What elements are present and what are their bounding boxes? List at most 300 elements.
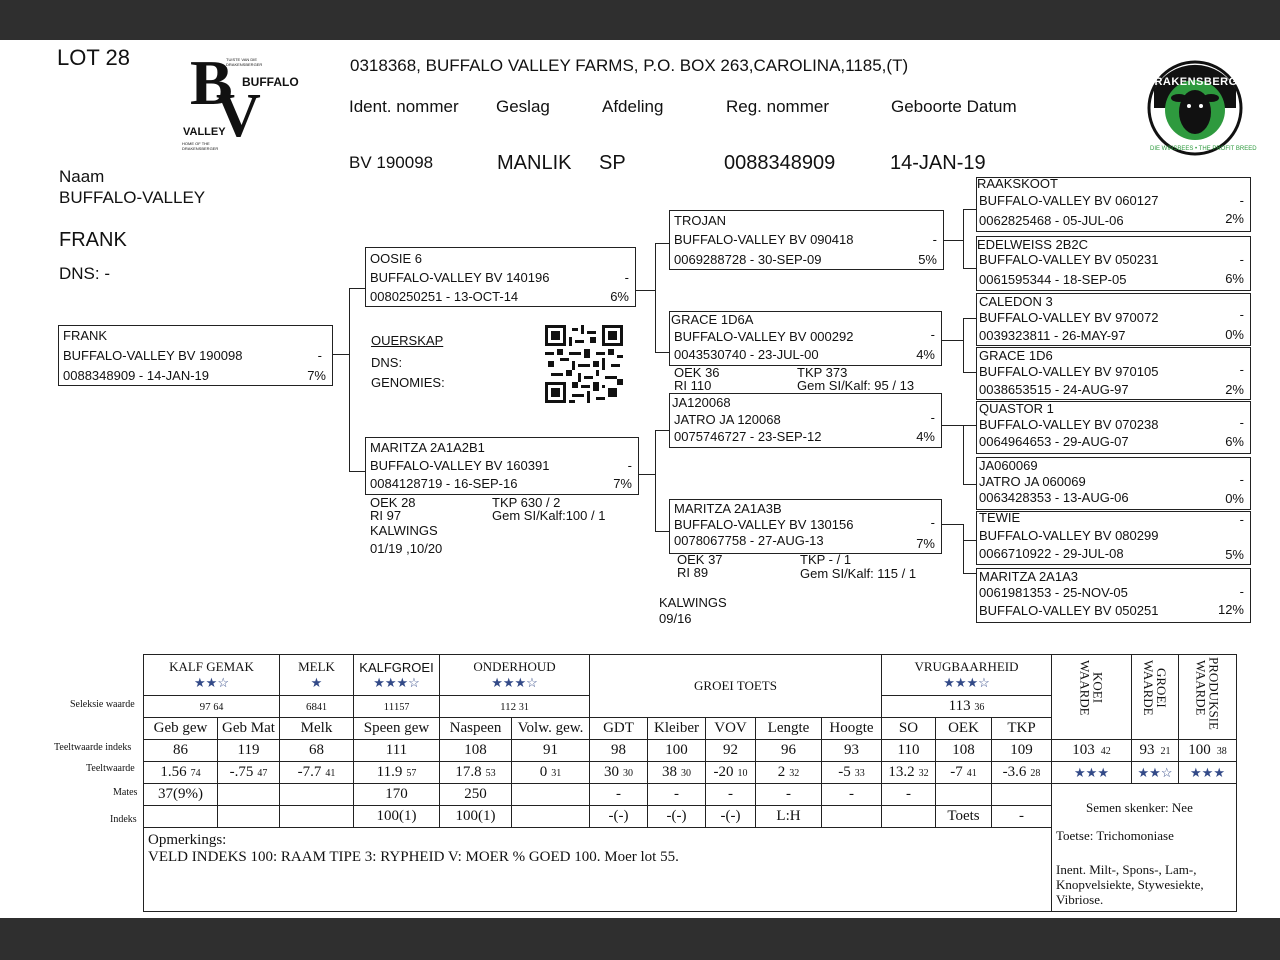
great-grandparent-reg: 0064964653 - 29-AUG-07 [979, 434, 1129, 449]
group-onderhoud [440, 655, 590, 696]
connector-line [349, 288, 365, 289]
great-grandparent-box [976, 293, 1251, 346]
great-grandparent-pct: 2% [1225, 211, 1244, 226]
group-kalfgroei [354, 655, 440, 696]
sire-reg: 0080250251 - 13-OCT-14 [370, 289, 519, 304]
column-header: Volw. gew. [512, 718, 590, 740]
waarde-stars: ★★☆ [1132, 762, 1179, 784]
connector-line [349, 288, 350, 472]
tw-main: 1.56 [160, 764, 187, 780]
great-grandparent-id: 0061981353 - 25-NOV-05 [979, 585, 1128, 600]
drakensberger-tagline: DIE WINSBEES • THE PROFIT BREED [1150, 146, 1257, 152]
owner-address: 0318368, BUFFALO VALLEY FARMS, P.O. BOX 263,CAROLINA,1185,(T) [350, 56, 909, 75]
connector-line [963, 209, 976, 210]
great-grandparent-id: BUFFALO-VALLEY BV 060127 [979, 193, 1159, 208]
mates-value: - [822, 784, 882, 806]
group-kalf-gemak [144, 655, 280, 696]
sel-sub: 41 [317, 701, 327, 713]
ti-value: 111 [354, 740, 440, 762]
tw-main: -20 [713, 764, 734, 780]
tw-sub: 74 [190, 768, 201, 779]
sire-box [365, 247, 636, 307]
great-grandparent-pct: 2% [1225, 382, 1244, 397]
indeks-value: L:H [756, 806, 822, 828]
tw-value [992, 762, 1052, 784]
connector-line [636, 290, 656, 291]
connector-line [655, 430, 669, 431]
waarde-stars: ★★★ [1052, 762, 1132, 784]
waarde-index-sub: 21 [1160, 746, 1171, 757]
column-header: Naspeen [440, 718, 512, 740]
koei-waarde-label: KOEI WAARDE [1077, 660, 1106, 716]
connector-line [655, 352, 669, 353]
great-grandparent-name: TEWIE [979, 510, 1021, 525]
connector-line [655, 243, 656, 353]
indeks-value: 100(1) [440, 806, 512, 828]
great-grandparent-name: GRACE 1D6 [979, 348, 1053, 363]
buffalo-valley-logo [180, 47, 310, 160]
great-grandparent-id: JATRO JA 060069 [979, 474, 1086, 489]
sel-value: 111 [383, 700, 400, 713]
reg-label: Reg. nommer [726, 97, 829, 116]
great-grandparent-reg: 0038653515 - 24-AUG-97 [979, 382, 1129, 397]
lot-number: LOT 28 [57, 45, 130, 70]
sel-onderhoud [440, 696, 590, 718]
great-grandparent-dash: - [1239, 193, 1244, 208]
toetse-cell [1052, 828, 1237, 912]
great-grandparent-reg: 0039323811 - 26-MAY-97 [979, 328, 1126, 343]
sel-value: 97 [199, 700, 211, 713]
dam-dam-kalwings-value: 09/16 [659, 611, 692, 626]
dam-pct: 7% [613, 476, 632, 491]
great-grandparent-box [976, 347, 1251, 400]
sel-value: 113 [948, 698, 971, 714]
great-grandparent-name: MARITZA 2A1A3 [979, 569, 1078, 584]
tw-value [590, 762, 648, 784]
sire-pct: 6% [610, 289, 629, 304]
dam-dam-reg: 0078067758 - 27-AUG-13 [674, 533, 824, 548]
dam-ri: RI 97 [370, 508, 402, 523]
subject-pct: 7% [307, 368, 326, 383]
indeks-value: 100(1) [354, 806, 440, 828]
tw-sub: 31 [551, 768, 562, 779]
sel-sub: 31 [518, 701, 529, 713]
sire-dam-name: GRACE 1D6A [671, 312, 754, 327]
connector-line [942, 524, 964, 525]
dam-kalwings-value: 01/19 ,10/20 [370, 541, 443, 556]
sel-sub: 36 [974, 702, 985, 713]
dam-dam-tkp: TKP - / 1 [800, 552, 852, 567]
birth-date-label: Geboorte Datum [891, 97, 1017, 116]
tw-value [218, 762, 280, 784]
ti-value: 93 [822, 740, 882, 762]
ti-value: 108 [440, 740, 512, 762]
tw-main: 0 [539, 764, 548, 780]
tw-main: -5 [838, 764, 851, 780]
sire-dash: - [624, 270, 629, 285]
section-label: Afdeling [602, 97, 664, 116]
bottom-bar [0, 918, 1280, 960]
mates-value [936, 784, 992, 806]
koei-waarde-header [1052, 655, 1132, 740]
dam-sire-id: JATRO JA 120068 [674, 412, 781, 427]
connector-line [963, 524, 964, 574]
tw-value [936, 762, 992, 784]
tw-value [144, 762, 218, 784]
top-bar [0, 0, 1280, 40]
dam-sire-box [669, 393, 942, 448]
indeks-value [218, 806, 280, 828]
great-grandparent-pct: 5% [1225, 547, 1244, 562]
connector-line [963, 425, 976, 426]
indeks-value [280, 806, 354, 828]
tw-main: -7 [950, 764, 963, 780]
dam-box [365, 437, 639, 495]
group-melk-stars: ★ [310, 675, 323, 690]
qr-code[interactable] [545, 325, 623, 403]
tw-sub: 57 [406, 768, 417, 779]
performance-table [143, 654, 1237, 912]
sel-sub: 57 [399, 701, 410, 713]
great-grandparent-id: BUFFALO-VALLEY BV 970105 [979, 364, 1159, 379]
great-grandparent-name: RAAKSKOOT [977, 176, 1058, 191]
sire-dam-gem: Gem SI/Kalf: 95 / 13 [797, 378, 915, 393]
tw-sub: 33 [854, 768, 865, 779]
row-label-seleksie: Seleksie waarde [70, 699, 135, 710]
sel-sub: 64 [213, 701, 224, 713]
great-grandparent-reg: BUFFALO-VALLEY BV 050251 [979, 603, 1159, 618]
column-header: GDT [590, 718, 648, 740]
sex-label: Geslag [496, 97, 550, 116]
bv-logo-letter-v: V [216, 82, 261, 150]
sex-value: MANLIK [497, 152, 572, 174]
column-header: Hoogte [822, 718, 882, 740]
groei-waarde-label: GROEI WAARDE [1141, 660, 1169, 716]
sel-value: 68 [306, 700, 317, 713]
dam-sire-dash: - [930, 410, 935, 425]
dam-id: BUFFALO-VALLEY BV 160391 [370, 458, 550, 473]
great-grandparent-id: BUFFALO-VALLEY BV 970072 [979, 310, 1159, 325]
dam-dam-oek: OEK 37 [677, 552, 723, 567]
opmerkings-text: VELD INDEKS 100: RAAM TIPE 3: RYPHEID V: MOER % GOED 100. Moer lot 55. [148, 849, 679, 865]
waarde-index-sub: 42 [1100, 746, 1111, 757]
great-grandparent-dash: - [1239, 584, 1244, 599]
group-onderhoud-stars: ★★★☆ [491, 675, 538, 690]
great-grandparent-pct: 0% [1225, 327, 1244, 342]
inent-line: Vibriose. [1056, 891, 1104, 907]
waarde-index-sub: 38 [1216, 746, 1227, 757]
bv-logo-top-text: TUISTE VAN DIE DRAKENSBERGER [226, 57, 263, 67]
connector-line [963, 268, 976, 269]
dam-name: MARITZA 2A1A2B1 [370, 440, 485, 455]
great-grandparent-dash: - [1239, 307, 1244, 322]
group-vrugbaarheid-stars: ★★★☆ [943, 675, 990, 690]
mates-value: 37(9%) [144, 784, 218, 806]
tw-value [756, 762, 822, 784]
indeks-value: -(-) [648, 806, 706, 828]
tw-sub: 30 [623, 768, 633, 779]
great-grandparent-box [976, 568, 1251, 623]
dam-kalwings-label: KALWINGS [370, 523, 438, 538]
sire-sire-name: TROJAN [674, 213, 726, 228]
tw-main: 11.9 [376, 764, 403, 780]
tw-sub: 28 [1030, 768, 1041, 779]
mates-value: - [648, 784, 706, 806]
sire-sire-id: BUFFALO-VALLEY BV 090418 [674, 232, 854, 247]
connector-line [963, 484, 976, 485]
ti-value: 110 [882, 740, 936, 762]
sire-dam-tkp: TKP 373 [797, 365, 848, 380]
row-label-ti: Teeltwaarde indeks [54, 742, 132, 753]
subject-name: FRANK [63, 328, 108, 343]
reg-value: 0088348909 [724, 152, 836, 174]
birth-date-value: 14-JAN-19 [890, 152, 986, 174]
great-grandparent-id: BUFFALO-VALLEY BV 050231 [979, 252, 1159, 267]
mates-value: - [706, 784, 756, 806]
opmerkings-label: Opmerkings: [148, 832, 227, 848]
sel-value: 112 [500, 700, 517, 713]
connector-line [349, 471, 365, 472]
dam-reg: 0084128719 - 16-SEP-16 [370, 476, 518, 491]
sire-sire-pct: 5% [918, 252, 937, 267]
great-grandparent-id: BUFFALO-VALLEY BV 080299 [979, 528, 1159, 543]
connector-line [655, 243, 669, 244]
connector-line [963, 425, 964, 485]
sel-kalf-gemak [144, 696, 280, 718]
great-grandparent-box [976, 177, 1251, 232]
tw-main: -3.6 [1002, 764, 1027, 780]
sel-kalfgroei [354, 696, 440, 718]
ti-value: 108 [936, 740, 992, 762]
group-melk-label: MELK [298, 659, 335, 674]
great-grandparent-box [976, 457, 1251, 510]
bv-logo-letter-b: B [190, 47, 233, 118]
sire-dam-id: BUFFALO-VALLEY BV 000292 [674, 329, 854, 344]
group-groei-toets-label: GROEI TOETS [694, 678, 777, 693]
group-kalf-gemak-label: KALF GEMAK [169, 659, 254, 674]
waarde-index-value: 93 [1139, 742, 1155, 758]
column-header: Geb gew [144, 718, 218, 740]
connector-line [942, 425, 964, 426]
indeks-value: Toets [936, 806, 992, 828]
sire-dam-reg: 0043530740 - 23-JUL-00 [674, 347, 819, 362]
column-header: OEK [936, 718, 992, 740]
mates-value: 250 [440, 784, 512, 806]
great-grandparent-name: CALEDON 3 [979, 294, 1053, 309]
sire-dam-ri: RI 110 [674, 378, 712, 393]
ident-value: BV 190098 [349, 153, 434, 172]
connector-line [963, 573, 976, 574]
dam-dam-pct: 7% [916, 536, 935, 551]
waarde-index-value: 103 [1072, 742, 1095, 758]
dam-sire-pct: 4% [916, 429, 935, 444]
sire-sire-dash: - [932, 232, 937, 247]
sire-sire-box [669, 210, 944, 270]
group-kalf-gemak-stars: ★★☆ [194, 675, 229, 690]
bv-logo-valley: VALLEY [183, 126, 226, 138]
column-header: Lengte [756, 718, 822, 740]
great-grandparent-name: QUASTOR 1 [979, 401, 1054, 416]
sel-melk [280, 696, 354, 718]
great-grandparent-dash: - [1239, 252, 1244, 267]
waarde-index [1179, 740, 1237, 762]
ti-value: 86 [144, 740, 218, 762]
waarde-index [1132, 740, 1179, 762]
column-header: Kleiber [648, 718, 706, 740]
inent-line: Inent. Milt-, Spons-, Lam-, [1056, 861, 1197, 877]
connector-line [655, 531, 669, 532]
group-vrugbaarheid [882, 655, 1052, 696]
dam-dam-dash: - [930, 515, 935, 530]
tw-value [706, 762, 756, 784]
great-grandparent-reg: 0066710922 - 29-JUL-08 [979, 546, 1124, 561]
connector-line [638, 474, 656, 475]
groei-waarde-header [1132, 655, 1179, 740]
column-header: Geb Mat [218, 718, 280, 740]
connector-line [963, 540, 976, 541]
tw-main: -.75 [229, 764, 254, 780]
subject-id: BUFFALO-VALLEY BV 190098 [63, 348, 243, 363]
sel-vrugbaarheid [882, 696, 1052, 718]
dam-dam-gem: Gem SI/Kalf: 115 / 1 [800, 566, 917, 581]
tw-value [648, 762, 706, 784]
great-grandparent-dash: - [1239, 362, 1244, 377]
inent-block [1056, 862, 1232, 907]
great-grandparent-pct: 6% [1225, 434, 1244, 449]
ident-label: Ident. nommer [349, 97, 459, 116]
column-header: TKP [992, 718, 1052, 740]
waarde-index [1052, 740, 1132, 762]
indeks-value: - [992, 806, 1052, 828]
subject-box [58, 325, 333, 386]
name-label: Naam [59, 167, 105, 186]
column-header: Melk [280, 718, 354, 740]
row-label-indeks: Indeks [110, 814, 137, 825]
ti-value: 100 [648, 740, 706, 762]
ti-value: 91 [512, 740, 590, 762]
ouerskap-genomies: GENOMIES: [371, 375, 445, 390]
tw-main: 13.2 [888, 764, 915, 780]
tw-sub: 32 [789, 768, 800, 779]
sire-dam-oek: OEK 36 [674, 365, 720, 380]
sire-dam-dash: - [930, 327, 935, 342]
dns-status: DNS: - [59, 264, 110, 283]
great-grandparent-pct: 0% [1225, 491, 1244, 506]
great-grandparent-name: JA060069 [979, 458, 1038, 473]
dam-tkp: TKP 630 / 2 [492, 495, 561, 510]
great-grandparent-box [976, 511, 1251, 565]
great-grandparent-name: EDELWEISS 2B2C [977, 237, 1089, 252]
drakensberger-emblem [1132, 50, 1258, 160]
tw-value [440, 762, 512, 784]
semen-donor: Semen skenker: Nee [1086, 800, 1193, 815]
sire-name: OOSIE 6 [370, 251, 423, 266]
great-grandparent-dash: - [1239, 472, 1244, 487]
mates-value: - [756, 784, 822, 806]
drakensberger-name: DRAKENSBERGER [1146, 76, 1254, 88]
mates-value [512, 784, 590, 806]
great-grandparent-dash: - [1239, 512, 1244, 527]
connector-line [963, 209, 964, 269]
section-value: SP [599, 152, 626, 174]
sire-id: BUFFALO-VALLEY BV 140196 [370, 270, 550, 285]
connector-line [944, 240, 964, 241]
great-grandparent-pct: 12% [1217, 602, 1244, 617]
tw-sub: 53 [485, 768, 496, 779]
tw-main: 17.8 [455, 764, 482, 780]
indeks-value [512, 806, 590, 828]
column-header: VOV [706, 718, 756, 740]
sire-sire-reg: 0069288728 - 30-SEP-09 [674, 252, 822, 267]
indeks-value [822, 806, 882, 828]
connector-line [963, 372, 976, 373]
connector-line [963, 318, 976, 319]
connector-line [963, 318, 964, 373]
great-grandparent-reg: 0062825468 - 05-JUL-06 [979, 213, 1124, 228]
group-vrugbaarheid-label: VRUGBAARHEID [914, 659, 1019, 674]
tw-main: 38 [662, 764, 677, 780]
tw-main: 2 [777, 764, 786, 780]
waarde-stars: ★★★ [1179, 762, 1237, 784]
ouerskap-dns: DNS: [371, 355, 403, 370]
row-label-mates: Mates [113, 787, 138, 798]
ti-value: 119 [218, 740, 280, 762]
indeks-value: -(-) [590, 806, 648, 828]
bv-logo-buffalo: BUFFALO [242, 75, 299, 89]
tw-value [280, 762, 354, 784]
connector-line [655, 430, 656, 532]
tw-sub: 41 [966, 768, 977, 779]
dam-oek: OEK 28 [370, 495, 416, 510]
tw-value [354, 762, 440, 784]
dam-dam-ri: RI 89 [677, 565, 709, 580]
tw-sub: 32 [918, 768, 929, 779]
sire-dam-box [669, 311, 942, 366]
produksie-waarde-header [1179, 655, 1237, 740]
column-header: SO [882, 718, 936, 740]
ti-value: 68 [280, 740, 354, 762]
ouerskap-title: OUERSKAP [371, 333, 444, 348]
tw-sub: 47 [257, 768, 268, 779]
ti-value: 96 [756, 740, 822, 762]
mates-value [218, 784, 280, 806]
group-groei-toets [590, 655, 882, 718]
subject-reg: 0088348909 - 14-JAN-19 [63, 368, 209, 383]
opmerkings-cell [144, 828, 1052, 912]
connector-line [332, 354, 350, 355]
name-line2: FRANK [59, 229, 127, 251]
group-onderhoud-label: ONDERHOUD [473, 659, 556, 674]
dam-sire-reg: 0075746727 - 23-SEP-12 [674, 429, 822, 444]
waarde-index-value: 100 [1188, 742, 1211, 758]
dam-dam-kalwings-label: KALWINGS [659, 595, 727, 610]
great-grandparent-box [976, 236, 1251, 291]
tw-main: 30 [604, 764, 619, 780]
tw-sub: 10 [737, 768, 748, 779]
ti-value: 92 [706, 740, 756, 762]
connector-line [942, 340, 964, 341]
group-melk [280, 655, 354, 696]
mates-value [992, 784, 1052, 806]
great-grandparent-reg: 0061595344 - 18-SEP-05 [979, 272, 1127, 287]
group-kalfgroei-label: KALFGROEI [359, 659, 434, 675]
dam-dash: - [627, 458, 632, 473]
name-line1: BUFFALO-VALLEY [59, 188, 206, 207]
row-label-tw: Teeltwaarde [86, 763, 135, 774]
tw-sub: 30 [681, 768, 691, 779]
tw-value [882, 762, 936, 784]
indeks-value: -(-) [706, 806, 756, 828]
